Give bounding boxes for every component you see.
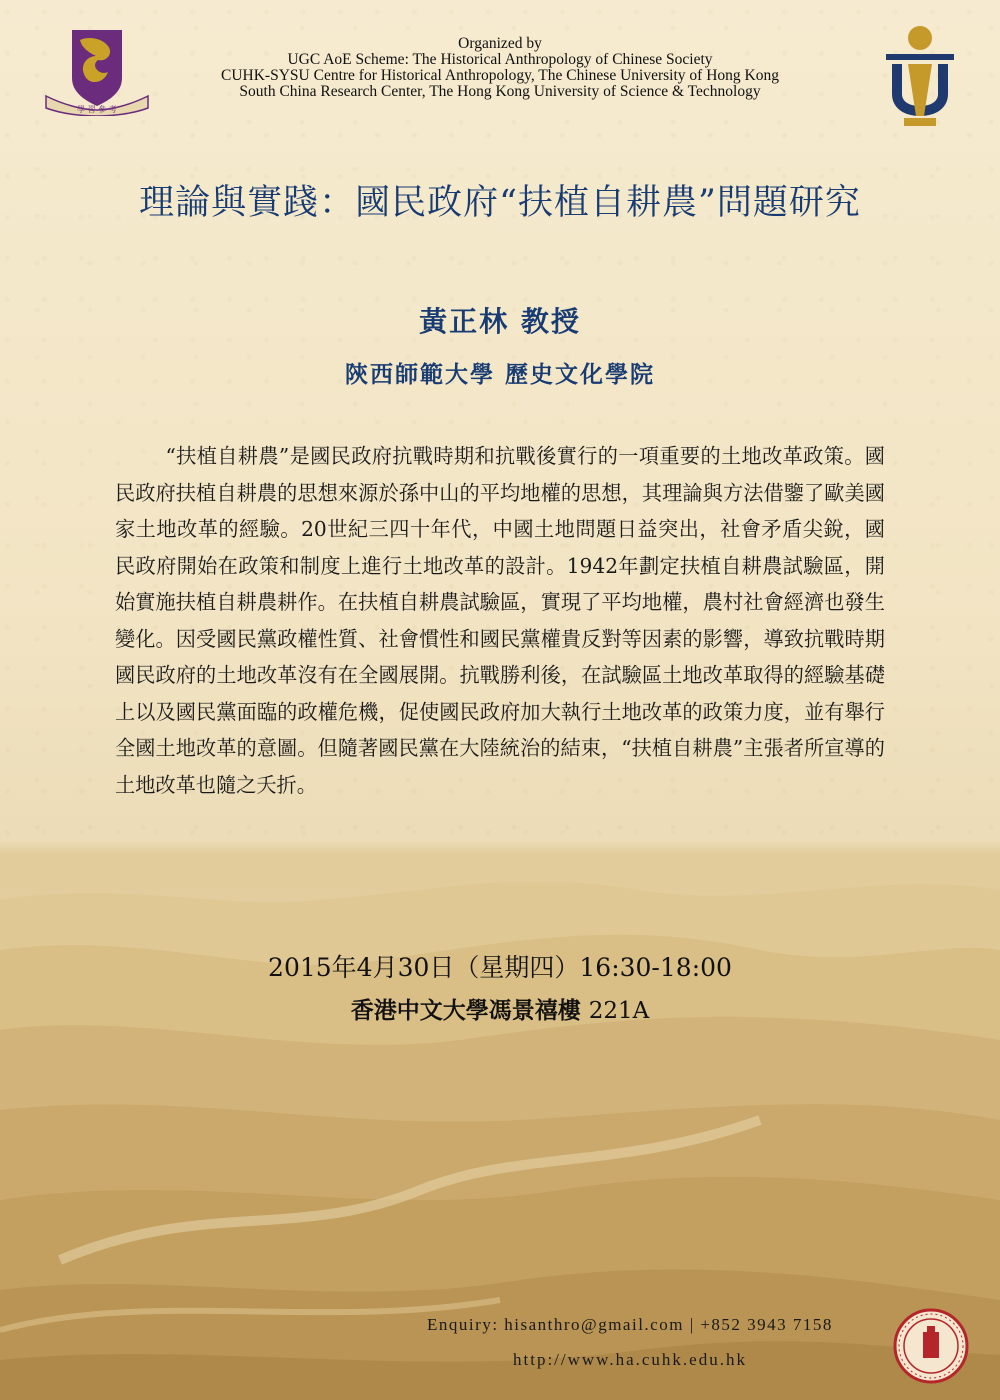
event-venue bbox=[0, 992, 1000, 1025]
enquiry-contact: Enquiry: hisanthro@gmail.com | +852 3943 7158 bbox=[427, 1315, 833, 1334]
talk-title: 理論與實踐：國民政府“扶植自耕農”問題研究 bbox=[139, 183, 861, 223]
crest-caption: 學 習 參 考 bbox=[77, 105, 117, 114]
event-datetime: 2015年4月30日（星期四）16:30-18:00 bbox=[268, 953, 732, 982]
organized-by-label: Organized by bbox=[458, 35, 542, 52]
speaker-name: 黃正林 教授 bbox=[419, 305, 581, 338]
speaker-affiliation: 陝西師範大學 歷史文化學院 bbox=[344, 361, 655, 388]
website-url[interactable]: http://www.ha.cuhk.edu.hk bbox=[513, 1350, 747, 1369]
organizer-line-2: CUHK-SYSU Centre for Historical Anthropology, The Chinese University of Hong Kong bbox=[221, 67, 779, 84]
venue-name: 香港中文大學馮景禧樓 bbox=[350, 997, 581, 1024]
organizers-block bbox=[160, 36, 840, 100]
organizer-line-1: UGC AoE Scheme: The Historical Anthropology of Chinese Society bbox=[287, 51, 713, 68]
abstract-paragraph: “扶植自耕農”是國民政府抗戰時期和抗戰後實行的一項重要的土地改革政策。國民政府扶植自耕農的思想來源於孫中山的平均地權的思想，其理論與方法借鑒了歐美國家土地改革的經驗。20世紀三四十年代，中國土地問題日益突出，社會矛盾尖銳，國民政府開始在政策和制度上進行土地改革的設計。1942年劃定扶植自耕農試驗區，開始實施扶植自耕農耕作。在扶植自耕農試驗區，實現了平均地權，農村社會經濟也發生變化。因受國民黨政權性質、社會慣性和國民黨權貴反對等因素的影響，導致抗戰時期國民政府的土地改革沒有在全國展開。抗戰勝利後，在試驗區土地改革取得的經驗基礎上以及國民黨面臨的政權危機，促使國民政府加大執行土地改革的政策力度，並有舉行全國土地改革的意圖。但隨著國民黨在大陸統治的結束，“扶植自耕農”主張者所宣導的土地改革也隨之夭折。 bbox=[115, 444, 885, 797]
organizer-line-3: South China Research Center, The Hong Kong University of Science & Technology bbox=[239, 83, 761, 100]
hkust-logo-icon bbox=[880, 24, 960, 128]
historical-anthropology-seal-icon bbox=[893, 1308, 969, 1384]
venue-room: 221A bbox=[588, 998, 650, 1024]
abstract bbox=[115, 438, 885, 803]
cuhk-crest-icon bbox=[42, 26, 152, 116]
